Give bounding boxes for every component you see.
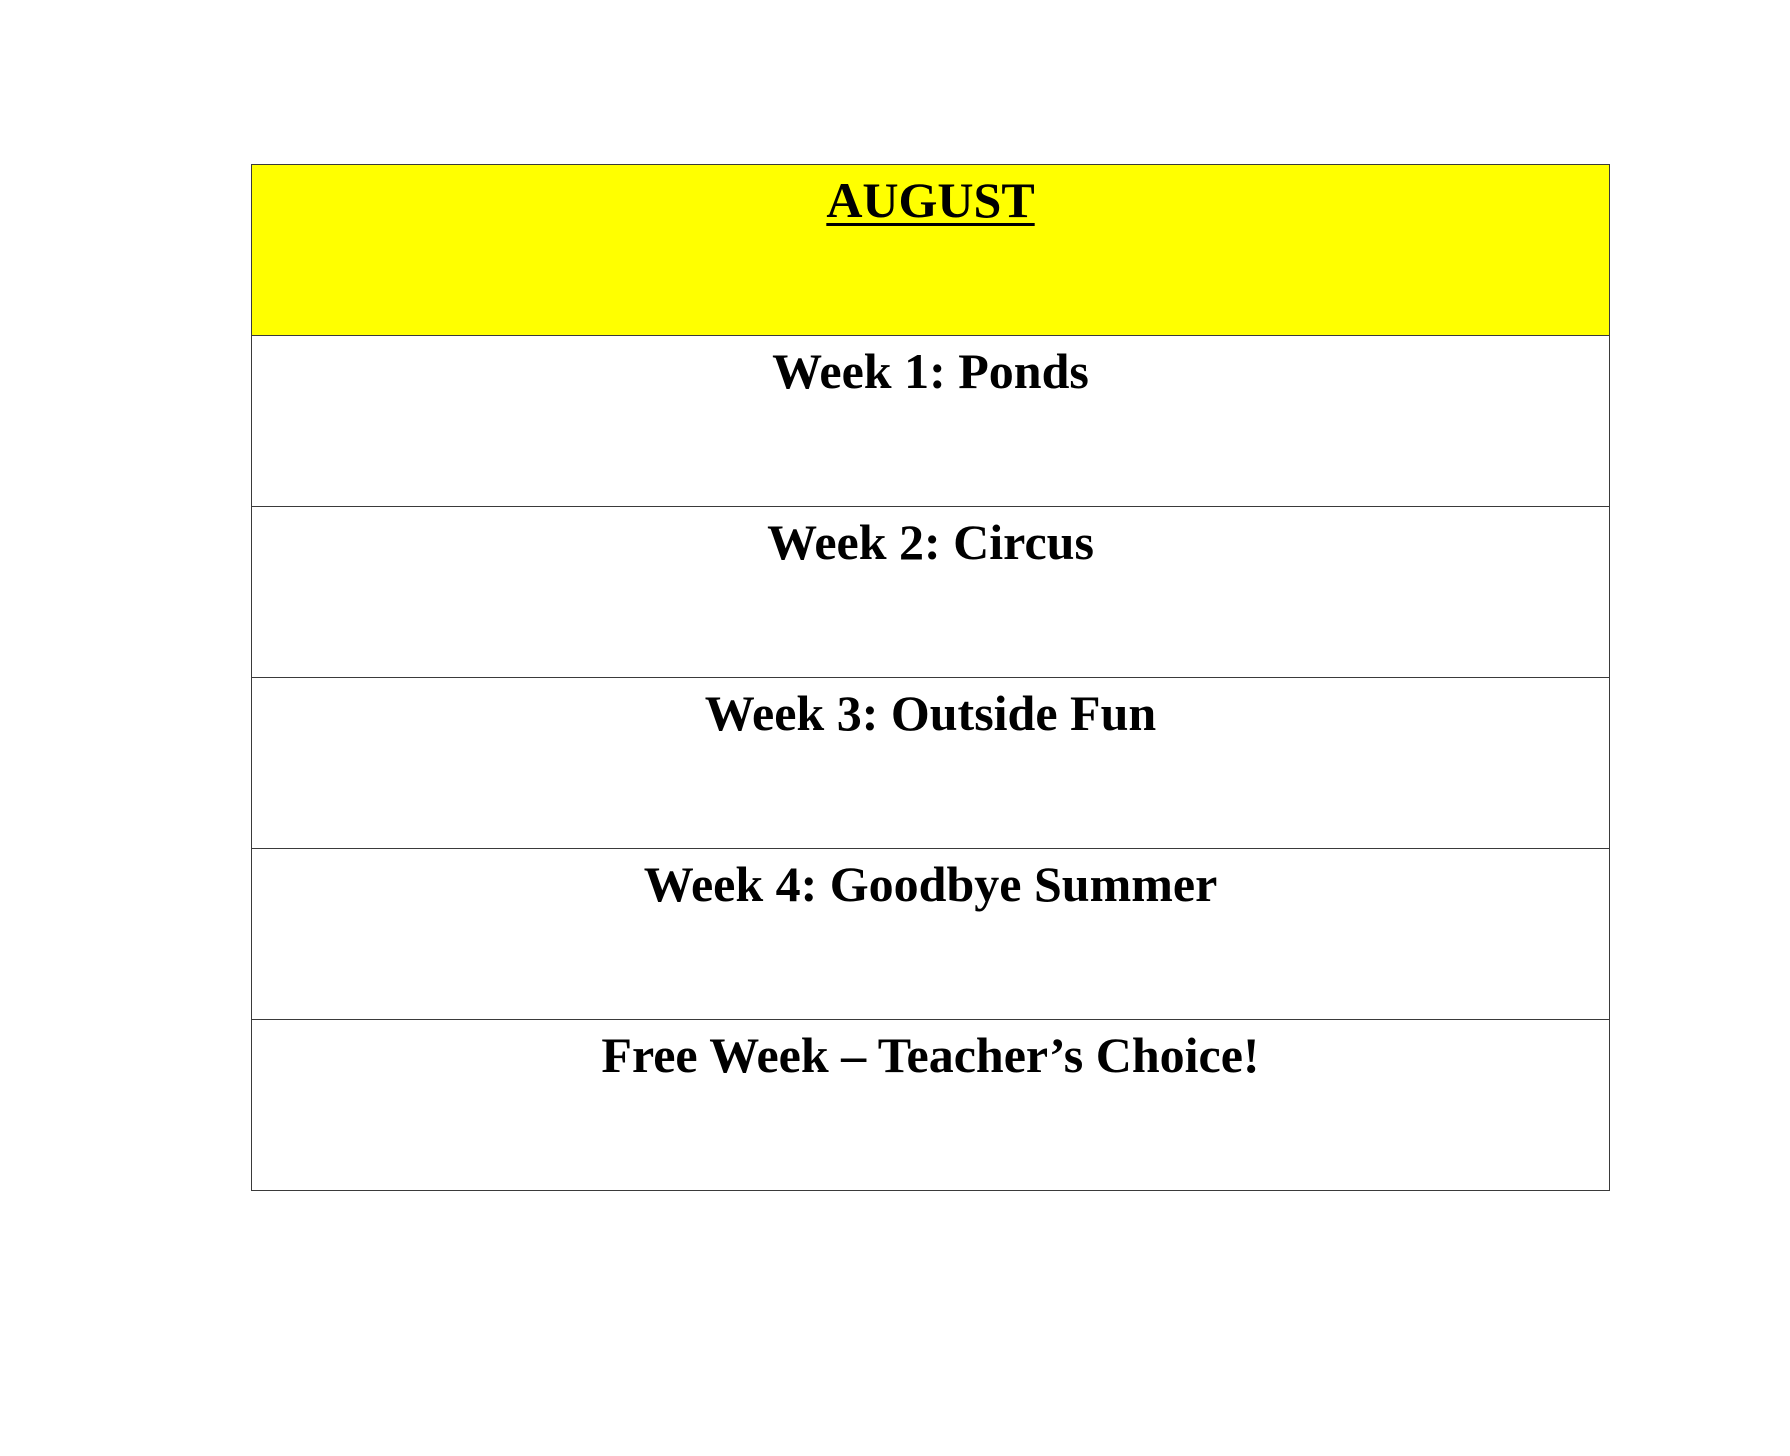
table-row: [252, 507, 1610, 678]
week-cell: [252, 507, 1610, 678]
theme-schedule-table: [251, 164, 1610, 1191]
month-header-cell: [252, 165, 1610, 336]
week-label: Week 4: Goodbye Summer: [643, 856, 1218, 912]
week-cell: [252, 1020, 1610, 1191]
week-label: Week 3: Outside Fun: [704, 685, 1157, 741]
month-title: AUGUST: [826, 172, 1035, 228]
table-row: [252, 1020, 1610, 1191]
header-row: [252, 165, 1610, 336]
week-cell: [252, 336, 1610, 507]
week-cell: [252, 678, 1610, 849]
week-label: Free Week – Teacher’s Choice!: [601, 1027, 1260, 1083]
week-cell: [252, 849, 1610, 1020]
week-label: Week 2: Circus: [767, 514, 1094, 570]
table-row: [252, 336, 1610, 507]
table-row: [252, 678, 1610, 849]
table-row: [252, 849, 1610, 1020]
week-label: Week 1: Ponds: [772, 343, 1089, 399]
